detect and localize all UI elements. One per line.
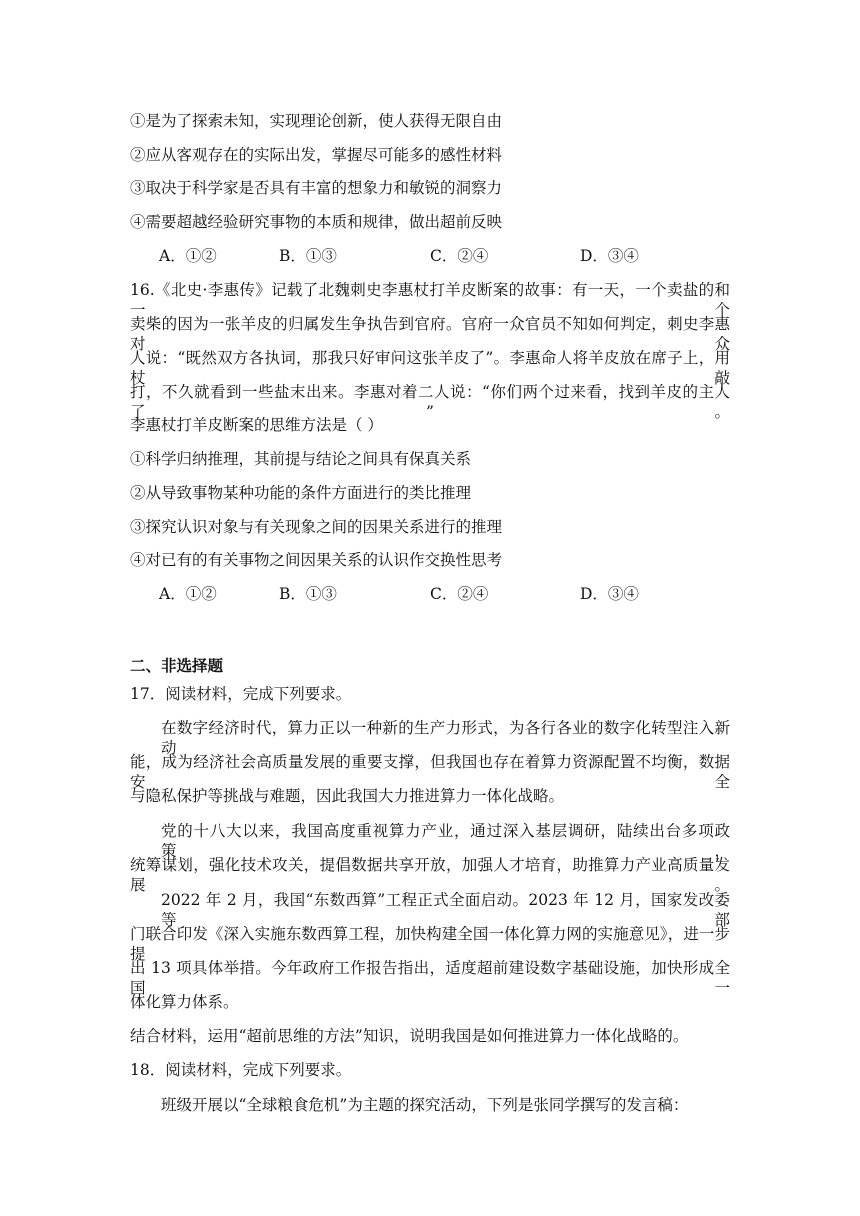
q17-para2-line-2: 统筹谋划，强化技术攻关，提倡数据共享开放，加强人才培育，助推算力产业高质量发展。 — [130, 856, 730, 894]
q16-statement-2: ②从导致事物某种功能的条件方面进行的类比推理 — [130, 484, 472, 502]
q17-para1-line-3: 与隐私保护等挑战与难题，因此我国大力推进算力一体化战略。 — [130, 787, 565, 805]
q16-stem-line-4: 打，不久就看到一些盐末出来。李惠对着二人说：“你们两个过来看，找到羊皮的主人了”。 — [130, 383, 730, 421]
q16-stem-line-1: 16.《北史·李惠传》记载了北魏刺史李惠杖打羊皮断案的故事：有一天，一个卖盐的和一个 — [130, 281, 730, 319]
q15-option-a: A．①② — [159, 247, 217, 265]
q15-option-d: D．③④ — [580, 247, 639, 265]
q16-option-b: B．①③ — [279, 585, 337, 603]
q17-para2-line-1: 党的十八大以来，我国高度重视算力产业，通过深入基层调研，陆续出台多项政策， — [161, 822, 730, 860]
q17-para3-line-3: 出 13 项具体举措。今年政府工作报告指出，适度超前建设数字基础设施，加快形成全国一 — [130, 959, 730, 997]
q16-option-a: A．①② — [159, 585, 217, 603]
q16-stem-line-3: 人说：“既然双方各执词，那我只好审问这张羊皮了”。李惠命人将羊皮放在席子上，用杖敲 — [130, 349, 730, 387]
q16-stem-line-2: 卖柴的因为一张羊皮的归属发生争执告到官府。官府一众官员不知如何判定，刺史李惠对众 — [130, 315, 730, 353]
q15-statement-3: ③取决于科学家是否具有丰富的想象力和敏锐的洞察力 — [130, 179, 503, 197]
q16-stem-line-5: 李惠杖打羊皮断案的思维方法是（ ） — [130, 416, 383, 434]
q15-statement-2: ②应从客观存在的实际出发，掌握尽可能多的感性材料 — [130, 146, 503, 164]
q15-option-b: B．①③ — [279, 247, 337, 265]
q16-option-c: C．②④ — [430, 585, 489, 603]
q15-options — [159, 246, 719, 266]
q18-stem: 18．阅读材料，完成下列要求。 — [130, 1061, 352, 1079]
q17-para3-line-1: 2022 年 2 月，我国“东数西算”工程正式全面启动。2023 年 12 月，国家发改委等部 — [161, 891, 730, 929]
q16-statement-1: ①科学归纳推理，其前提与结论之间具有保真关系 — [130, 450, 472, 468]
q17-para1-line-2: 能，成为经济社会高质量发展的重要支撑，但我国也存在着算力资源配置不均衡，数据安全 — [130, 753, 730, 791]
section-heading: 二、非选择题 — [130, 656, 224, 675]
q17-para3-line-4: 体化算力体系。 — [130, 993, 239, 1011]
q16-options — [159, 584, 719, 604]
q16-option-d: D．③④ — [580, 585, 639, 603]
q17-task: 结合材料，运用“超前思维的方法”知识，说明我国是如何推进算力一体化战略的。 — [130, 1027, 689, 1045]
q17-para3-line-2: 门联合印发《深入实施东数西算工程，加快构建全国一体化算力网的实施意见》，进一步提 — [130, 925, 730, 963]
q15-statement-4: ④需要超越经验研究事物的本质和规律，做出超前反映 — [130, 213, 503, 231]
q16-statement-3: ③探究认识对象与有关现象之间的因果关系进行的推理 — [130, 518, 503, 536]
q15-option-c: C．②④ — [430, 247, 489, 265]
q17-para1-line-1: 在数字经济时代，算力正以一种新的生产力形式，为各行各业的数字化转型注入新动 — [161, 719, 730, 757]
q17-stem: 17．阅读材料，完成下列要求。 — [130, 685, 352, 703]
q18-para1: 班级开展以“全球粮食危机”为主题的探究活动，下列是张同学撰写的发言稿： — [161, 1096, 689, 1114]
q16-statement-4: ④对已有的有关事物之间因果关系的认识作交换性思考 — [130, 551, 503, 569]
q15-statement-1: ①是为了探索未知，实现理论创新，使人获得无限自由 — [130, 112, 503, 130]
